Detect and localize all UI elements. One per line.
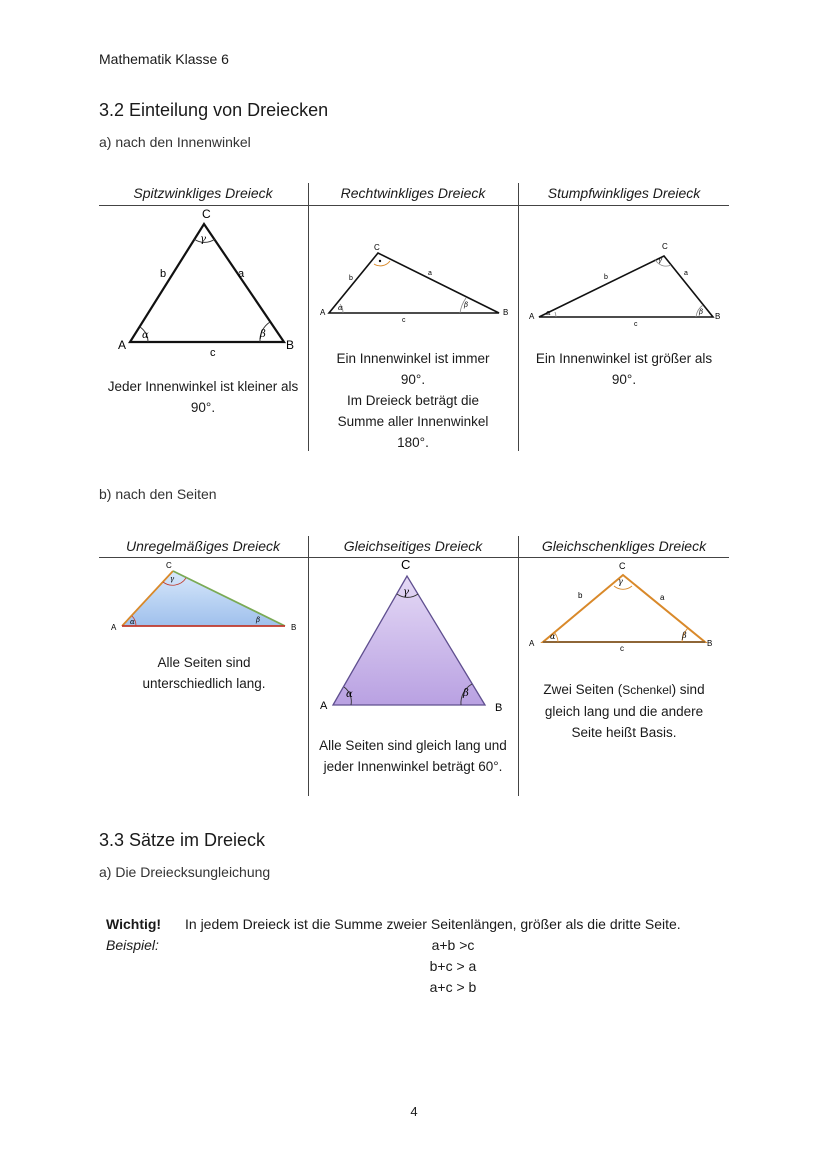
svg-text:γ: γ xyxy=(658,256,663,264)
svg-text:a: a xyxy=(684,270,688,277)
equation-3: a+c > b xyxy=(429,979,477,995)
svg-text:β: β xyxy=(464,301,469,309)
svg-text:α: α xyxy=(550,632,556,641)
desc-gleichschenklig: Zwei Seiten (Schenkel) sind gleich lang und die andere Seite heißt Basis. xyxy=(543,682,705,740)
obtuse-triangle-figure xyxy=(526,240,726,330)
beispiel-label: Beispiel: xyxy=(106,937,159,953)
svg-text:B: B xyxy=(495,702,503,714)
subsection-b-label: b) nach den Seiten xyxy=(99,486,217,502)
svg-text:A: A xyxy=(529,312,535,321)
svg-text:α: α xyxy=(346,689,353,700)
svg-text:B: B xyxy=(715,312,721,321)
svg-text:C: C xyxy=(166,561,172,570)
label-alpha: α xyxy=(142,330,149,341)
svg-text:α: α xyxy=(338,304,343,312)
svg-text:β: β xyxy=(256,616,261,624)
caption-stumpfwinklig: Stumpfwinkliges Dreieck xyxy=(547,185,701,201)
right-triangle-figure xyxy=(318,240,514,324)
svg-text:b: b xyxy=(604,274,608,281)
svg-text:A: A xyxy=(320,308,326,317)
table1-divider-1 xyxy=(308,183,309,451)
section-title-3-2: 3.2 Einteilung von Dreiecken xyxy=(99,100,329,120)
svg-text:γ: γ xyxy=(403,587,409,598)
table2-divider-1 xyxy=(308,536,309,796)
svg-text:C: C xyxy=(401,557,411,572)
svg-text:C: C xyxy=(619,561,626,571)
label-gamma: γ xyxy=(200,234,206,245)
triangle-inequality-rule: In jedem Dreieck ist die Summe zweier Seitenlängen, größer als die dritte Seite. xyxy=(185,916,681,932)
svg-text:B: B xyxy=(503,308,509,317)
table1-divider-2 xyxy=(518,183,519,451)
svg-text:γ: γ xyxy=(618,577,623,586)
svg-text:B: B xyxy=(707,639,713,648)
label-A: A xyxy=(118,338,127,352)
svg-text:c: c xyxy=(620,644,624,653)
caption-unregelmaessig: Unregelmäßiges Dreieck xyxy=(125,538,281,554)
svg-text:C: C xyxy=(374,243,380,252)
equilateral-triangle-figure xyxy=(315,556,511,716)
label-C: C xyxy=(202,207,211,221)
label-a: a xyxy=(238,268,245,280)
equation-2: b+c > a xyxy=(429,958,477,974)
desc-gleichseitig: Alle Seiten sind gleich lang und jeder Innenwinkel beträgt 60°. xyxy=(319,738,507,774)
section-title-3-3: 3.3 Sätze im Dreieck xyxy=(99,830,266,850)
desc-rechtwinklig: Ein Innenwinkel ist immer 90°. Im Dreieck beträgt die Summe aller Innenwinkel 180°. xyxy=(336,351,490,450)
svg-text:C: C xyxy=(662,242,668,251)
svg-text:α: α xyxy=(546,309,551,317)
desc-stumpfwinklig: Ein Innenwinkel ist größer als 90°. xyxy=(535,351,713,387)
acute-triangle-figure xyxy=(110,205,300,359)
svg-text:c: c xyxy=(402,317,406,324)
svg-text:α: α xyxy=(130,618,135,626)
label-beta: β xyxy=(260,329,266,340)
isosceles-triangle-figure xyxy=(524,556,724,656)
svg-text:β: β xyxy=(463,688,469,699)
svg-text:γ: γ xyxy=(170,575,175,583)
scalene-triangle-figure xyxy=(108,558,304,638)
svg-text:a: a xyxy=(660,593,665,602)
label-c: c xyxy=(210,347,216,359)
table2-divider-2 xyxy=(518,536,519,796)
wichtig-label: Wichtig! xyxy=(106,916,162,932)
svg-text:a: a xyxy=(428,270,432,277)
label-b: b xyxy=(160,268,167,280)
desc-spitzwinklig: Jeder Innenwinkel ist kleiner als 90°. xyxy=(107,379,299,415)
svg-text:β: β xyxy=(699,308,704,316)
caption-rechtwinklig: Rechtwinkliges Dreieck xyxy=(340,185,486,201)
svg-text:b: b xyxy=(349,275,353,282)
caption-gleichschenklig: Gleichschenkliges Dreieck xyxy=(541,538,707,554)
svg-text:A: A xyxy=(111,623,117,632)
page-header: Mathematik Klasse 6 xyxy=(99,51,229,67)
subsection-dreiecksungleichung-label: a) Die Dreiecksungleichung xyxy=(99,864,271,880)
equation-1: a+b >c xyxy=(431,937,475,953)
svg-text:B: B xyxy=(291,623,297,632)
svg-text:b: b xyxy=(578,591,583,600)
svg-text:β: β xyxy=(682,631,687,640)
subsection-a-label: a) nach den Innenwinkel xyxy=(99,134,251,150)
caption-spitzwinklig: Spitzwinkliges Dreieck xyxy=(133,185,273,201)
svg-text:A: A xyxy=(529,639,535,648)
label-B: B xyxy=(286,338,295,352)
page-number: 4 xyxy=(410,1104,418,1119)
svg-text:A: A xyxy=(320,700,328,712)
desc-unregelmaessig: Alle Seiten sind unterschiedlich lang. xyxy=(142,655,266,691)
svg-text:c: c xyxy=(634,321,638,328)
caption-gleichseitig: Gleichseitiges Dreieck xyxy=(343,538,483,554)
